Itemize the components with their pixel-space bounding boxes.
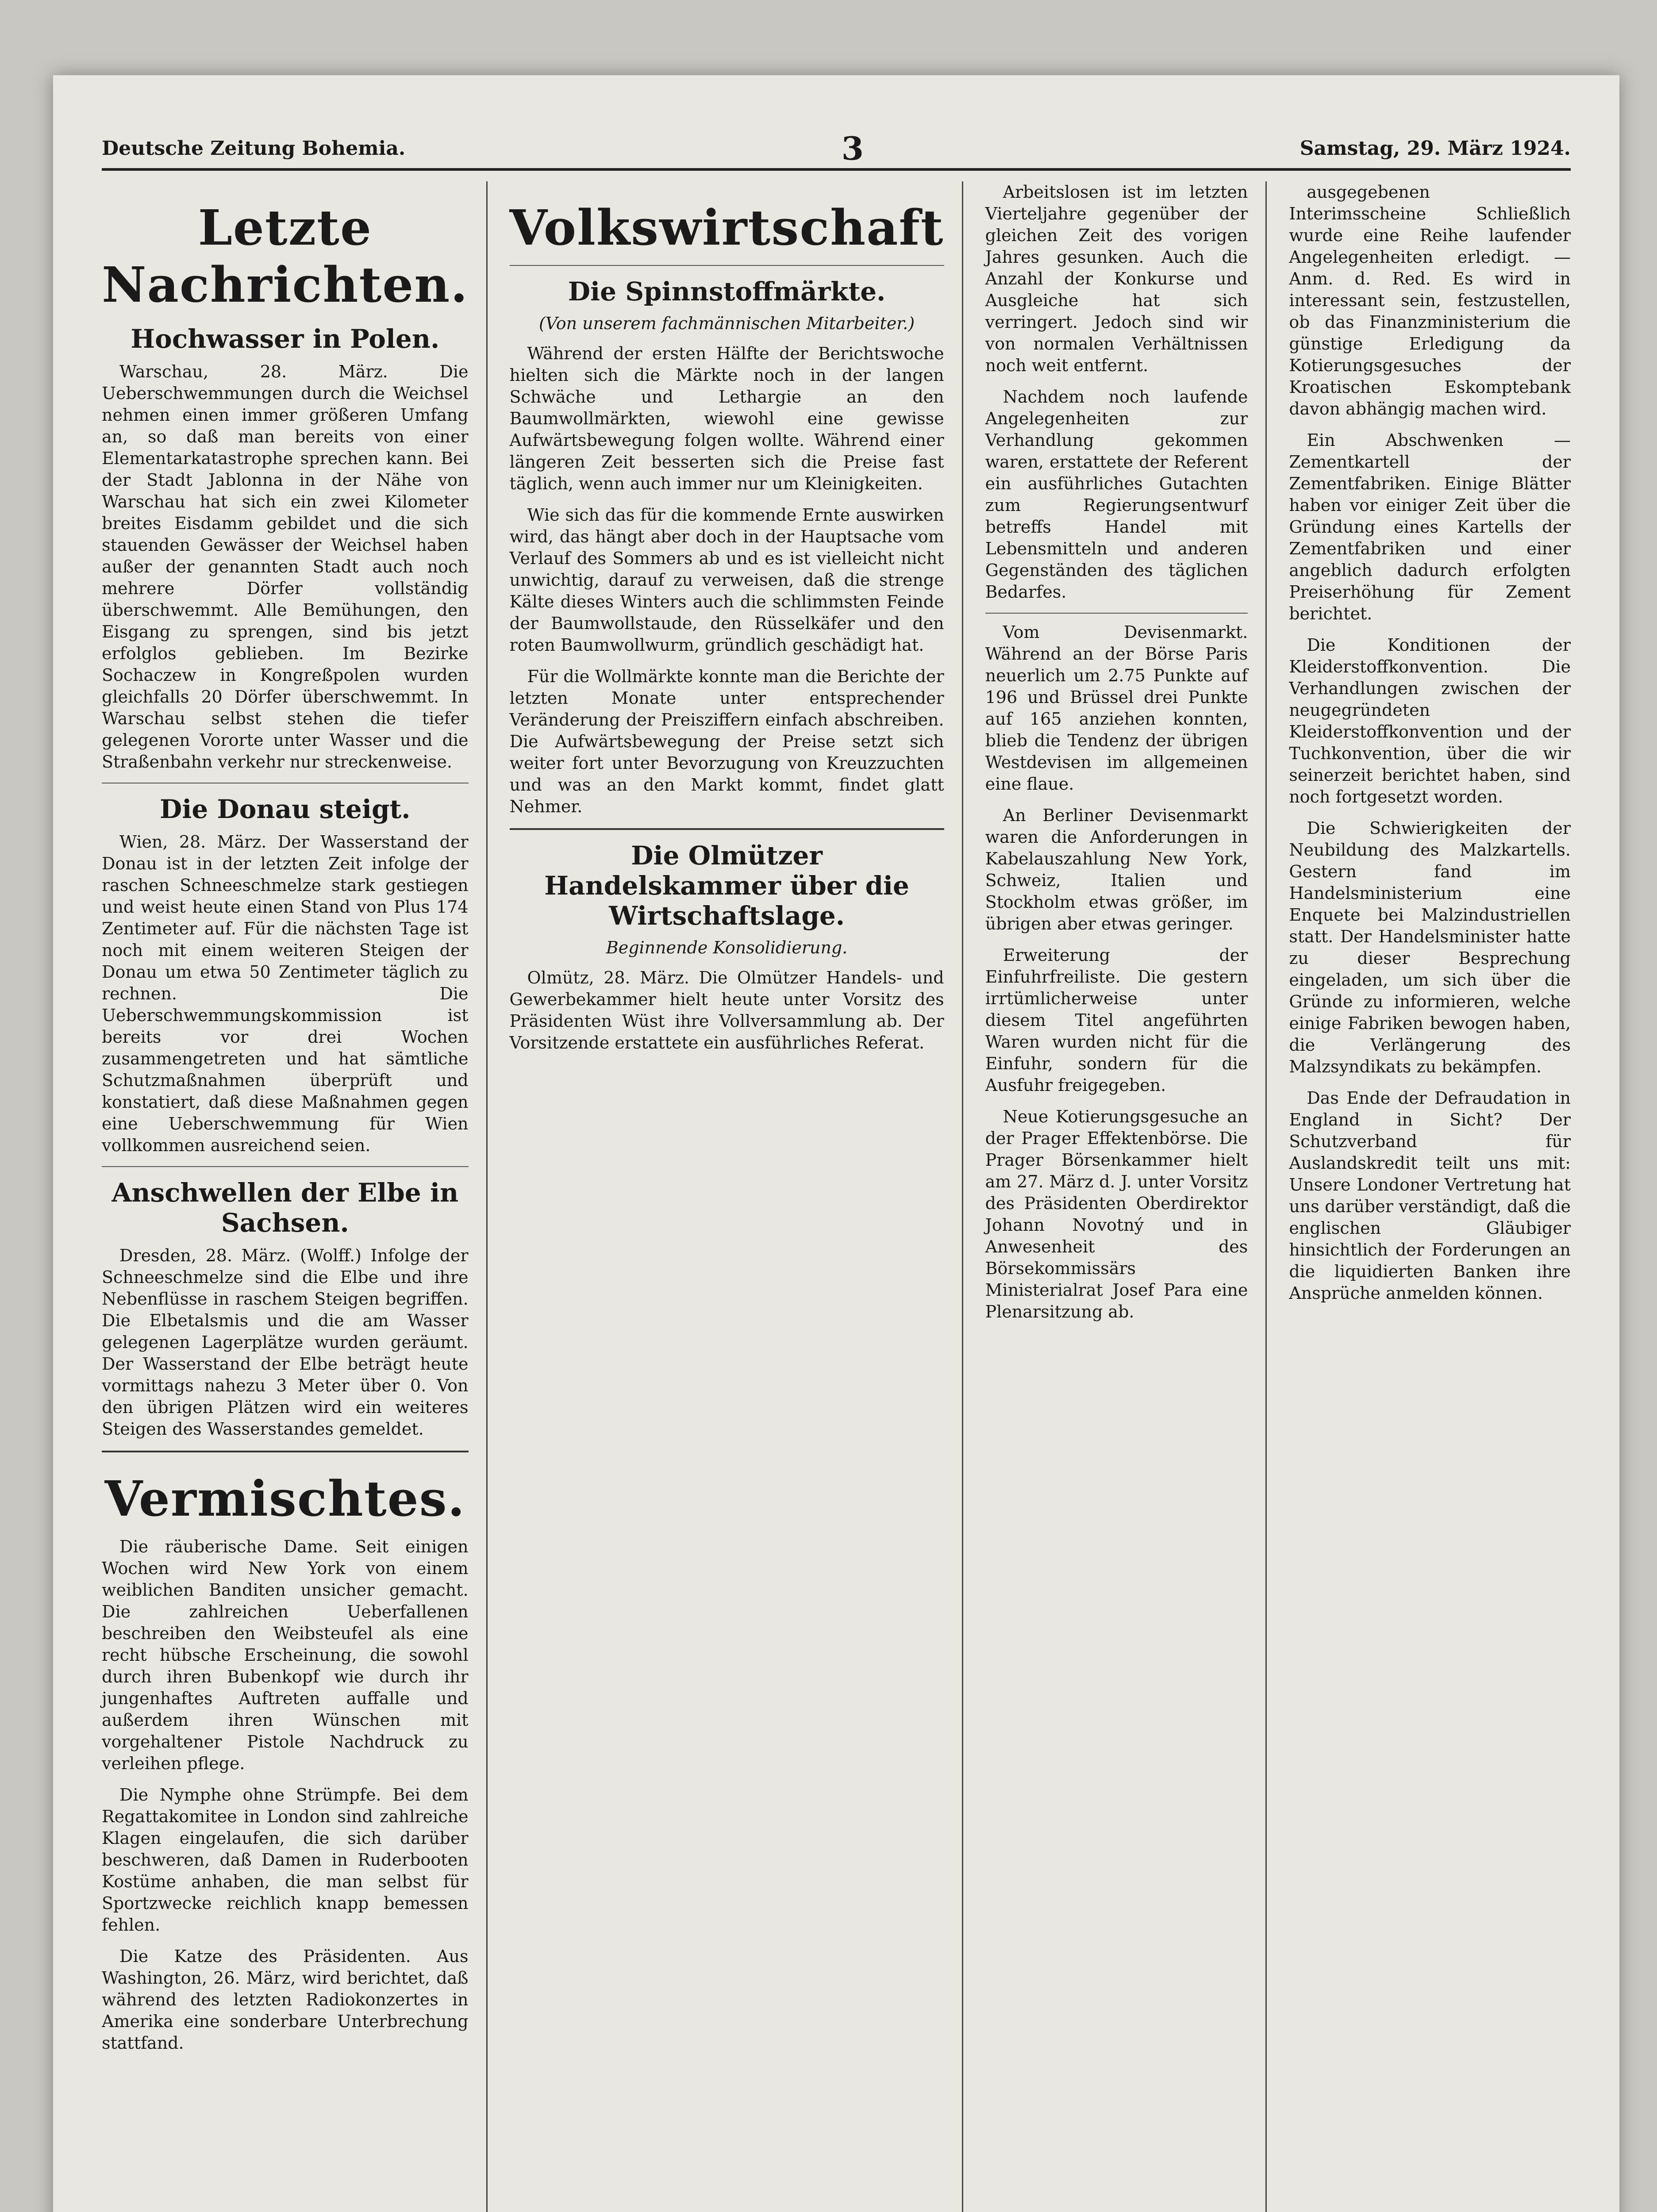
column-1	[102, 181, 488, 2212]
header-page-number: 3	[841, 129, 864, 167]
article-paragraph: Die Konditionen der Kleiderstoffkonvention. Die Verhandlungen zwischen der neugegründeten Kleiderstoffkonvention und der Tuchkonvention, über die wir seinerzeit berichtet haben, sind noch fortgesetzt worden.	[1289, 635, 1571, 806]
article-paragraph: Olmütz, 28. März. Die Olmützer Handels- und Gewerbekammer hielt heute unter Vorsitz des Präsidenten Wüst ihre Vollversammlung ab. Der Vorsitzende erstattete ein ausführliches Referat.	[509, 968, 944, 1052]
misc-item: Die räuberische Dame. Seit einigen Wochen wird New York von einem weiblichen Banditen unsicher gemacht. Die zahlreichen Ueberfallenen beschreiben den Weibsteufel als eine recht hübsche Erscheinung, die sowohl durch ihren Bubenkopf wie durch ihr jungenhaftes Auftreten auffalle und außerdem ihren Wünschen mit vorgehaltener Pistole Nachdruck zu verleihen pflege.	[102, 1537, 469, 1773]
column-3	[985, 181, 1267, 2212]
article-paragraph: Neue Kotierungsgesuche an der Prager Effektenbörse. Die Prager Börsenkammer hielt am 27. März d. J. unter Vorsitz des Präsidenten Oberdirektor Johann Novotný und in Anwesenheit des Börsekommissärs Ministerialrat Josef Para eine Plenarsitzung ab.	[985, 1107, 1248, 1321]
divider	[510, 265, 944, 266]
article-paragraph: Für die Wollmärkte konnte man die Berichte der letzten Monate unter entsprechender Veränderung der Preisziffern einfach abschreiben. Die Aufwärtsbewegung der Preise setzt sich weiter fort unter Bevorzugung von Kreuzzuchten und was an den Markt kommt, findet glatt Nehmer.	[509, 667, 944, 816]
article-headline: Die Donau steigt.	[160, 794, 411, 824]
column-2	[510, 181, 963, 2212]
article-text: Wien, 28. März. Der Wasserstand der Donau ist in der letzten Zeit infolge der raschen Schneeschmelze stark gestiegen und weist heute einen Stand von Plus 174 Zentimeter auf. Für die nächsten Tage ist noch mit einem weiteren Steigen der Donau um etwa 50 Zentimeter täglich zu rechnen. Die Ueberschwemmungskommission ist bereits vor drei Wochen zusammengetreten und hat sämtliche Schutzmaßnahmen überprüft und konstatiert, daß diese Maßnahmen gegen eine Ueberschwemmung für Wien vollkommen ausreichend seien.	[102, 832, 469, 1155]
section-title-miscellaneous: Vermischtes.	[104, 1470, 465, 1527]
column-4	[1289, 181, 1571, 2212]
newspaper-page	[53, 75, 1619, 2212]
byline: (Von unserem fachmännischen Mitarbeiter.)	[538, 314, 915, 333]
article-kicker: Beginnende Konsolidierung.	[606, 938, 848, 957]
misc-item: Die Nymphe ohne Strümpfe. Bei dem Regattakomitee in London sind zahlreiche Klagen eingelaufen, die sich darüber beschweren, daß Damen in Ruderbooten Kostüme anhaben, die man selbst für Sportzwecke reichlich knapp bemessen fehlen.	[102, 1785, 469, 1935]
article-paragraph: Erweiterung der Einfuhrfreiliste. Die gestern irrtümlicherweise unter diesem Titel angeführten Waren wurden nicht für die Einfuhr, sondern für die Ausfuhr freigegeben.	[985, 945, 1248, 1095]
article-paragraph: Das Ende der Defraudation in England in Sicht? Der Schutzverband für Auslandskredit teilt uns mit: Unsere Londoner Vertretung hat uns darüber verständigt, daß die englischen Gläubiger hinsichtlich der Forderungen an die liquidierten Banken ihre Ansprüche anmelden können.	[1289, 1088, 1571, 1303]
header-publication: Deutsche Zeitung Bohemia.	[102, 137, 406, 160]
article-text: Dresden, 28. März. (Wolff.) Infolge der Schneeschmelze sind die Elbe und ihre Nebenflüsse in raschem Steigen begriffen. Die Elbetalsmis und die am Wasser gelegenen Lagerplätze wurden geräumt. Der Wasserstand der Elbe beträgt heute vormittags nahezu 3 Meter über 0. Von den übrigen Plätzen wird ein weiteres Steigen des Wasserstandes gemeldet.	[102, 1246, 469, 1439]
article-headline: Hochwasser in Polen.	[131, 324, 440, 354]
article-paragraph: Die Schwierigkeiten der Neubildung des Malzkartells. Gestern fand im Handelsministerium eine Enquete bei Malzindustriellen statt. Der Handelsminister hatte zu dieser Besprechung eingeladen, um sich über die Gründe zu informieren, welche einige Fabriken bewogen haben, die Verlängerung des Malzsyndikats zu bekämpfen.	[1289, 818, 1571, 1076]
page-header	[102, 128, 1571, 171]
article-paragraph: Arbeitslosen ist im letzten Vierteljahre gegenüber der gleichen Zeit des vorigen Jahres gesunken. Auch die Anzahl der Konkurse und Ausgleiche hat sich verringert. Jedoch sind wir von normalen Verhältnissen noch weit entfernt.	[985, 182, 1248, 375]
header-date: Samstag, 29. März 1924.	[1299, 137, 1571, 160]
article-paragraph: Vom Devisenmarkt. Während an der Börse Paris neuerlich um 2.75 Punkte auf 196 und Brüssel drei Punkte auf 165 anziehen konnten, blieb die Tendenz der übrigen Westdevisen im allgemeinen eine flaue.	[985, 622, 1248, 794]
article-text: Warschau, 28. März. Die Ueberschwemmungen durch die Weichsel nehmen einen immer größeren Umfang an, so daß man bereits von einer Elementarkatastrophe sprechen kann. Bei der Stadt Jablonna in der Nähe von Warschau hat sich ein zwei Kilometer breites Eisdamm gebildet und die sich stauenden Gewässer der Weichsel haben außer der genannten Stadt auch noch mehrere Dörfer vollständig überschwemmt. Alle Bemühungen, den Eisgang zu sprengen, sind bis jetzt erfolglos geblieben. Im Bezirke Sochaczew in Kongreßpolen wurden gleichfalls 20 Dörfer überschwemmt. In Warschau selbst stehen die tiefer gelegenen Vororte unter Wasser und die Straßenbahn verkehr nur streckenweise.	[102, 362, 469, 772]
article-headline: Die Olmützer Handelskammer über die Wirtschaftslage.	[544, 841, 909, 931]
article-paragraph: Nachdem noch laufende Angelegenheiten zur Verhandlung gekommen waren, erstattete der Referent ein ausführliches Gutachten zum Regierungsentwurf betreffs Handel mit Lebensmitteln und anderen Gegenständen des täglichen Bedarfes.	[985, 387, 1248, 602]
divider	[102, 1451, 469, 1452]
divider	[102, 1166, 469, 1167]
divider	[985, 613, 1248, 614]
divider	[510, 828, 944, 830]
article-paragraph: An Berliner Devisenmarkt waren die Anforderungen in Kabelauszahlung New York, Schweiz, Italien und Stockholm etwas größer, im übrigen aber etwas geringer.	[985, 806, 1248, 933]
article-paragraph: ausgegebenen Interimsscheine Schließlich wurde eine Reihe laufender Angelegenheiten erledigt. — Anm. d. Red. Es wird in interessant sein, festzustellen, ob das Finanzministerium die günstige Erledigung da Kotierungsgesuches der Kroatischen Eskomptebank davon abhängig machen wird.	[1289, 182, 1571, 419]
article-headline: Anschwellen der Elbe in Sachsen.	[111, 1178, 459, 1238]
article-paragraph: Ein Abschwenken — Zementkartell der Zementfabriken. Einige Blätter haben vor einiger Zeit über die Gründung eines Kartells der Zementfabriken und einer angeblich dadurch erfolgten Preiserhöhung für Zement berichtet.	[1289, 430, 1571, 623]
article-paragraph: Wie sich das für die kommende Ernte auswirken wird, das hängt aber doch in der Hauptsache vom Verlauf des Sommers ab und es ist vielleicht nicht unwichtig, darauf zu verweisen, daß die strenge Kälte dieses Winters auch die schlimmsten Feinde der Baumwollstaude, den Rüsselkäfer und den roten Baumwollwurm, gründlich geschädigt hat.	[509, 505, 944, 655]
section-title-latest-news: Letzte Nachrichten.	[102, 199, 469, 313]
article-headline: Die Spinnstoffmärkte.	[568, 276, 886, 307]
columns	[102, 181, 1571, 2212]
misc-item: Die Katze des Präsidenten. Aus Washington, 26. März, wird berichtet, daß während des letzten Radiokonzertes in Amerika eine sonderbare Unterbrechung stattfand.	[102, 1947, 469, 2053]
article-paragraph: Während der ersten Hälfte der Berichtswoche hielten sich die Märkte noch in der langen Schwäche und Lethargie an den Baumwollmärkten, wiewohl eine gewisse Aufwärtsbewegung folgen wollte. Während einer längeren Zeit besserten sich die Preise fast täglich, wenn auch immer nur um Kleinigkeiten.	[509, 344, 944, 493]
section-title-economy: Volkswirtschaft	[509, 199, 944, 256]
